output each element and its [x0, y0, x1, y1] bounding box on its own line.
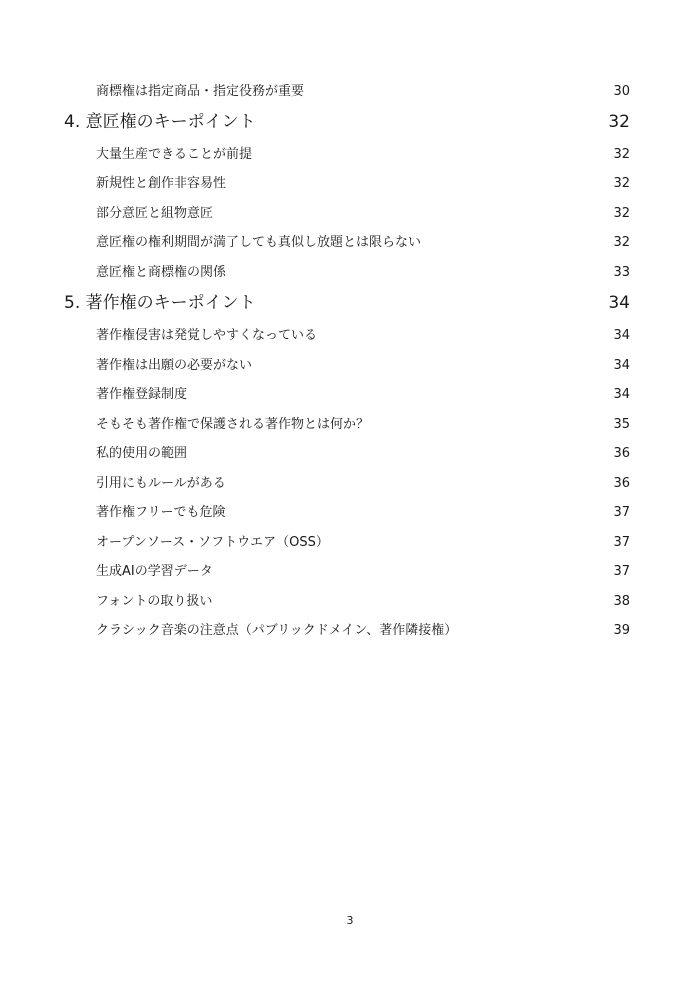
toc-entry-title: 意匠権の権利期間が満了しても真似し放題とは限らない — [96, 235, 422, 250]
toc-entry-page: 37 — [613, 535, 630, 550]
toc-entry-title: 意匠権と商標権の関係 — [96, 265, 227, 280]
toc-entry-page: 36 — [613, 446, 630, 461]
toc-entry-title: 大量生産できることが前提 — [96, 147, 253, 162]
toc-entry[interactable] — [0, 413, 700, 437]
toc-section-heading[interactable] — [0, 291, 700, 315]
toc-entry-title: 著作権侵害は発覚しやすくなっている — [96, 328, 318, 343]
toc-entry[interactable] — [0, 80, 700, 104]
toc-entry-title: 生成AIの学習データ — [96, 564, 213, 579]
page-number: 3 — [346, 914, 354, 927]
toc-entry-page: 32 — [613, 235, 630, 250]
toc-entry-page: 32 — [613, 206, 630, 221]
toc-entry-title: フォントの取り扱い — [96, 594, 213, 609]
toc-entry[interactable] — [0, 560, 700, 584]
toc-entry[interactable] — [0, 143, 700, 167]
toc-entry-page: 34 — [613, 358, 630, 373]
toc-entry-title: 新規性と創作非容易性 — [96, 176, 227, 191]
toc-entry-title: 部分意匠と組物意匠 — [96, 206, 214, 221]
toc-entry[interactable] — [0, 531, 700, 555]
toc-section-title: 4. 意匠権のキーポイント — [64, 112, 256, 132]
toc-entry[interactable] — [0, 619, 700, 643]
toc-entry[interactable] — [0, 202, 700, 226]
toc-section-heading[interactable] — [0, 110, 700, 134]
toc-entry-page: 33 — [613, 265, 630, 280]
toc-entry-title: 私的使用の範囲 — [96, 446, 188, 461]
toc-entry-page: 37 — [613, 564, 630, 579]
toc-entry-page: 37 — [613, 505, 630, 520]
toc-entry-page: 32 — [613, 147, 630, 162]
toc-entry-title: オープンソース・ソフトウエア（OSS） — [96, 535, 329, 550]
toc-entry[interactable] — [0, 172, 700, 196]
toc-entry[interactable] — [0, 501, 700, 525]
toc-entry[interactable] — [0, 472, 700, 496]
toc-entry-title: そもそも著作権で保護される著作物とは何か？ — [96, 417, 370, 432]
toc-entry[interactable] — [0, 261, 700, 285]
toc-entry-page: 39 — [613, 623, 630, 638]
toc-entry-title: 著作権は出願の必要がない — [96, 358, 253, 373]
toc-entry-page: 34 — [613, 387, 630, 402]
toc-entry[interactable] — [0, 324, 700, 348]
toc-entry[interactable] — [0, 231, 700, 255]
toc-entry-page: 32 — [613, 176, 630, 191]
toc-entry-title: クラシック音楽の注意点（パブリックドメイン、著作隣接権） — [96, 623, 458, 638]
toc-entry-page: 34 — [613, 328, 630, 343]
toc-entry-title: 著作権登録制度 — [96, 387, 188, 402]
toc-entry-page: 35 — [613, 417, 630, 432]
toc-section-page: 34 — [608, 293, 630, 313]
toc-section-title: 5. 著作権のキーポイント — [64, 293, 256, 313]
toc-entry-title: 商標権は指定商品・指定役務が重要 — [96, 84, 305, 99]
toc-entry[interactable] — [0, 383, 700, 407]
toc-entry-page: 36 — [613, 476, 630, 491]
toc-entry-page: 38 — [613, 594, 630, 609]
toc-entry[interactable] — [0, 354, 700, 378]
toc-entry-title: 引用にもルールがある — [96, 476, 226, 491]
toc-entry-title: 著作権フリーでも危険 — [96, 505, 226, 520]
toc-section-page: 32 — [608, 112, 630, 132]
toc-entry-page: 30 — [613, 84, 630, 99]
toc-entry[interactable] — [0, 590, 700, 614]
toc-entry[interactable] — [0, 442, 700, 466]
